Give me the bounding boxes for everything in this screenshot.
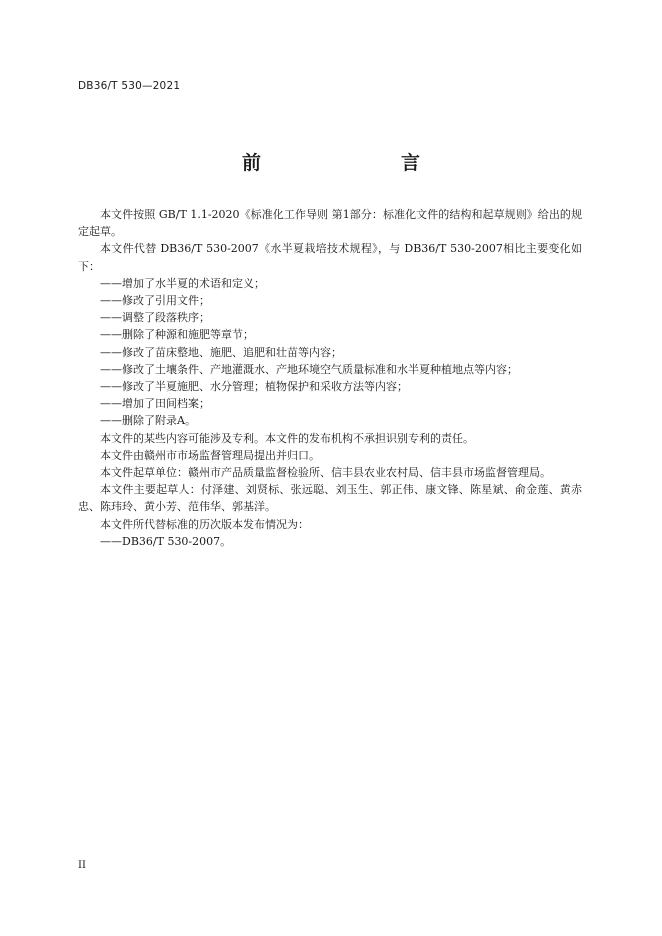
change-item: ——增加了田间档案； [100, 397, 210, 411]
paragraph: 本文件按照 GB/T 1.1-2020《标准化工作导则 第1部分：标准化文件的结构和起草规则》给出的规定起草。 [78, 208, 582, 239]
change-item: ——调整了段落秩序； [100, 311, 210, 325]
page-title: 前 言 [241, 152, 454, 174]
change-item: ——修改了土壤条件、产地灌溉水、产地环境空气质量标准和水半夏种植地点等内容； [100, 362, 518, 376]
paragraph: 本文件所代替标准的历次版本发布情况为： [100, 517, 309, 531]
change-item: ——修改了半夏施肥、水分管理；植物保护和采收方法等内容； [100, 380, 408, 394]
foreword-body [78, 206, 582, 550]
paragraph: 本文件的某些内容可能涉及专利。本文件的发布机构不承担识别专利的责任。 [100, 431, 474, 445]
change-item: ——删除了种源和施肥等章节； [100, 328, 254, 342]
paragraph: 本文件主要起草人：付泽建、刘贤标、张远聪、刘玉生、郭正伟、康文锋、陈星斌、俞金莲、黄赤忠、陈玮玲、黄小芳、范伟华、郭基洋。 [78, 483, 582, 514]
paragraph: 本文件由赣州市市场监督管理局提出并归口。 [100, 448, 320, 462]
standard-code: DB36/T 530—2021 [78, 80, 181, 92]
paragraph: 本文件代替 DB36/T 530-2007《水半夏栽培技术规程》，与 DB36/T 530-2007相比主要变化如下： [78, 242, 582, 273]
change-item: ——修改了引用文件； [100, 294, 210, 308]
version-item: ——DB36/T 530-2007。 [100, 534, 232, 548]
change-item: ——修改了苗床整地、施肥、追肥和壮苗等内容； [100, 345, 342, 359]
page-number: II [78, 860, 86, 871]
paragraph: 本文件起草单位：赣州市产品质量监督检验所、信丰县农业农村局、信丰县市场监督管理局。 [100, 466, 551, 480]
change-item: ——增加了水半夏的术语和定义； [100, 276, 265, 290]
change-item: ——删除了附录A。 [100, 414, 196, 428]
